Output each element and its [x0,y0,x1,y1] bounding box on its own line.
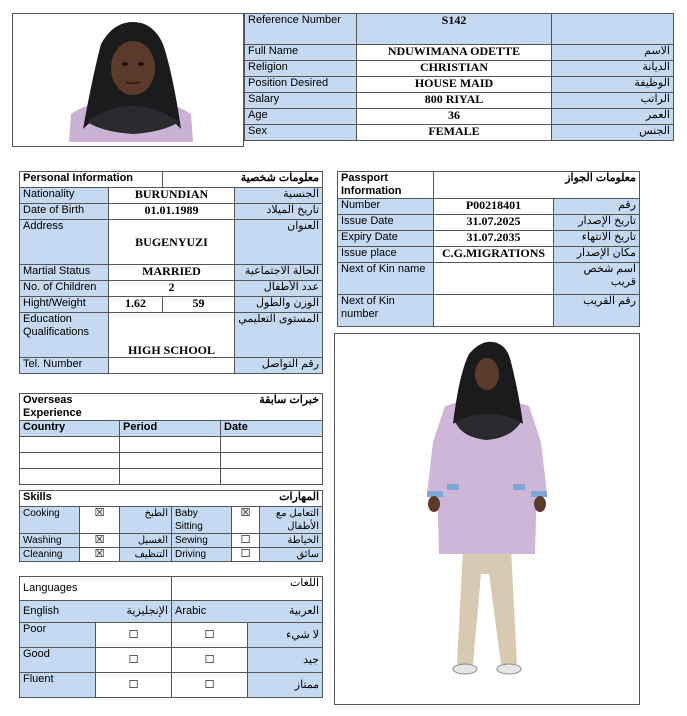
children-value: 2 [109,281,235,297]
skill-sewing-label-ar: الخياطة [260,534,323,548]
washing-checkbox[interactable]: ☒ [80,534,120,548]
english-fluent-checkbox[interactable]: ☐ [96,673,172,698]
issue-place-value: C.G.MIGRATIONS [434,247,554,263]
tel-label: Tel. Number [20,358,109,374]
passport-number-label: Number [338,199,434,215]
skills-title: Skills [20,491,172,507]
skill-babysitting-label: Baby Sitting [172,507,232,534]
skill-washing-label-ar: الغسيل [120,534,172,548]
skill-washing-label: Washing [20,534,80,548]
skill-babysitting-label-ar: التعامل مع الأطفال [260,507,323,534]
expiry-date-label-ar: تاريخ الانتهاء [554,231,640,247]
age-value: 36 [357,109,552,125]
issue-place-label-ar: مكان الإصدار [554,247,640,263]
headshot-photo [13,14,243,146]
issue-date-value: 31.07.2025 [434,215,554,231]
expiry-date-value: 31.07.2035 [434,231,554,247]
english-label: English [20,601,96,623]
skill-driving-label: Driving [172,548,232,562]
level-good-label-ar: جيد [248,648,323,673]
weight-value: 59 [163,297,235,313]
dob-label: Date of Birth [20,204,109,220]
column-country: Country [20,421,120,437]
arabic-good-checkbox[interactable]: ☐ [172,648,248,673]
header-label-ar: الراتب [552,93,674,109]
languages-title-ar: اللغات [172,577,323,601]
skill-sewing-label: Sewing [172,534,232,548]
passport-info-table [337,171,640,327]
children-label-ar: عدد الأطفال [235,281,323,297]
level-poor-label: Poor [20,623,96,648]
level-good-label: Good [20,648,96,673]
overseas-title-ar: خبرات سابقة [120,394,323,421]
header-label-ar [552,14,674,45]
header-table [244,13,674,141]
salary-value: 800 RIYAL [357,93,552,109]
header-label: Position Desired [245,77,357,93]
cooking-checkbox[interactable]: ☒ [80,507,120,534]
sewing-checkbox[interactable]: ☐ [232,534,260,548]
languages-title: Languages [20,577,172,601]
table-row [20,453,323,469]
overseas-title: Overseas Experience [20,394,120,421]
driving-checkbox[interactable]: ☐ [232,548,260,562]
header-label: Sex [245,125,357,141]
nationality-label-ar: الجنسية [235,188,323,204]
full-body-photo [335,334,639,704]
kin-name-value [434,263,554,295]
kin-number-label: Next of Kin number [338,295,434,327]
issue-date-label: Issue Date [338,215,434,231]
header-label-ar: العمر [552,109,674,125]
height-weight-label: Hight/Weight [20,297,109,313]
table-row [20,437,323,453]
personal-title-ar: معلومات شخصية [163,172,323,188]
kin-name-label: Next of Kin name [338,263,434,295]
header-label-ar: الجنس [552,125,674,141]
header-label: Full Name [245,45,357,61]
passport-number-label-ar: رقم [554,199,640,215]
full-body-photo-frame [334,333,640,705]
kin-number-value [434,295,554,327]
header-label-ar: الديانة [552,61,674,77]
nationality-label: Nationality [20,188,109,204]
header-label-ar: الاسم [552,45,674,61]
education-label: Education Qualifications [20,313,109,358]
skill-driving-label-ar: سائق [260,548,323,562]
passport-title-ar: معلومات الجواز [434,172,640,199]
header-label: Religion [245,61,357,77]
passport-title: Passport Information [338,172,434,199]
column-period: Period [120,421,221,437]
personal-title: Personal Information [20,172,163,188]
personal-info-table [19,171,323,374]
skill-cleaning-label-ar: التنظيف [120,548,172,562]
level-poor-label-ar: لا شيء [248,623,323,648]
column-date: Date [221,421,323,437]
issue-place-label: Issue place [338,247,434,263]
level-fluent-label: Fluent [20,673,96,698]
table-row [20,469,323,485]
skills-table [19,490,323,562]
kin-name-label-ar: اسم شخص قريب [554,263,640,295]
cleaning-checkbox[interactable]: ☒ [80,548,120,562]
english-poor-checkbox[interactable]: ☐ [96,623,172,648]
full-name-value: NDUWIMANA ODETTE [357,45,552,61]
marital-value: MARRIED [109,265,235,281]
reference-value: S142 [357,14,552,45]
babysitting-checkbox[interactable]: ☒ [232,507,260,534]
dob-value: 01.01.1989 [109,204,235,220]
tel-label-ar: رقم التواصل [235,358,323,374]
header-label: Age [245,109,357,125]
education-value: HIGH SCHOOL [109,313,235,358]
height-value: 1.62 [109,297,163,313]
address-value: BUGENYUZI [109,220,235,265]
header-label: Salary [245,93,357,109]
education-label-ar: المستوى التعليمي [235,313,323,358]
height-weight-label-ar: الوزن والطول [235,297,323,313]
address-label: Address [20,220,109,265]
headshot-frame [12,13,244,147]
arabic-poor-checkbox[interactable]: ☐ [172,623,248,648]
skill-cooking-label-ar: الطبخ [120,507,172,534]
skills-title-ar: المهارات [172,491,323,507]
dob-label-ar: تاريخ الميلاد [235,204,323,220]
english-good-checkbox[interactable]: ☐ [96,648,172,673]
arabic-label: Arabic [172,601,248,623]
header-label: Reference Number [245,14,357,45]
kin-number-label-ar: رقم القريب [554,295,640,327]
issue-date-label-ar: تاريخ الإصدار [554,215,640,231]
address-label-ar: العنوان [235,220,323,265]
tel-value [109,358,235,374]
skill-cleaning-label: Cleaning [20,548,80,562]
sex-value: FEMALE [357,125,552,141]
marital-label: Martial Status [20,265,109,281]
marital-label-ar: الحالة الاجتماعية [235,265,323,281]
passport-number-value: P00218401 [434,199,554,215]
nationality-value: BURUNDIAN [109,188,235,204]
children-label: No. of Children [20,281,109,297]
arabic-label-ar: العربية [248,601,323,623]
overseas-table [19,393,323,485]
skill-cooking-label: Cooking [20,507,80,534]
level-fluent-label-ar: ممتاز [248,673,323,698]
arabic-fluent-checkbox[interactable]: ☐ [172,673,248,698]
languages-table [19,576,323,698]
religion-value: CHRISTIAN [357,61,552,77]
expiry-date-label: Expiry Date [338,231,434,247]
header-label-ar: الوظيفة [552,77,674,93]
english-label-ar: الإنجليزية [96,601,172,623]
position-value: HOUSE MAID [357,77,552,93]
